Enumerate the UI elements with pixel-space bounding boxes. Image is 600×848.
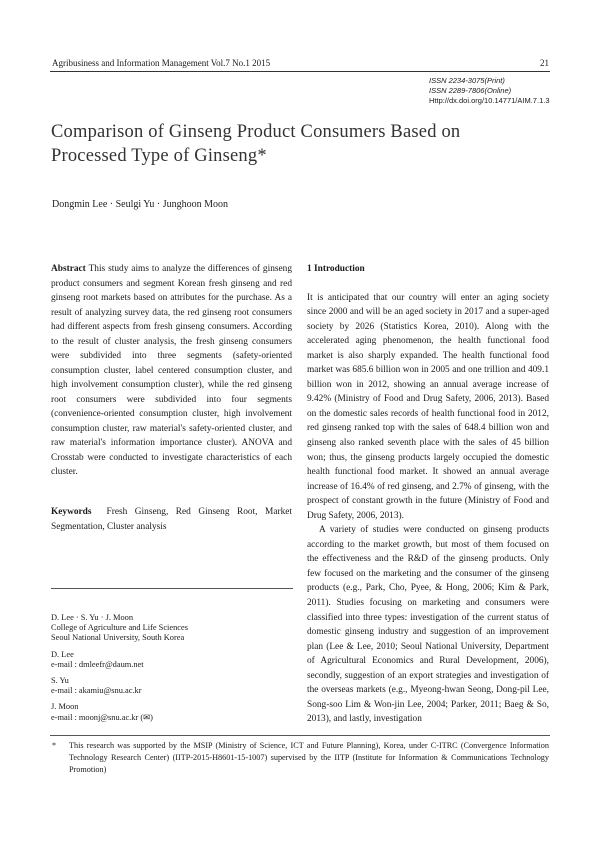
affiliation-college: College of Agriculture and Life Sciences [51,623,188,633]
page-number: 21 [540,58,549,68]
abstract-section [51,262,292,480]
section-heading: 1 Introduction [307,264,365,274]
contact-email[interactable]: e-mail : dmleefr@daum.net [51,659,144,669]
footnote-mark: * [52,741,57,750]
affiliation-names: D. Lee · S. Yu · J. Moon [51,613,134,622]
issn-block [429,76,550,106]
keywords-section [51,505,292,534]
title-line-2: Processed Type of Ginseng* [51,146,267,166]
contact-email[interactable]: e-mail : akamiu@snu.ac.kr [51,686,142,696]
keywords-text: Fresh Ginseng, Red Ginseng Root, Market Segmentation, Cluster analysis [51,507,293,532]
abstract-label: Abstract [51,264,86,274]
paper-title [51,120,551,168]
doi-link[interactable]: Http://dx.doi.org/10.14771/AIM.7.1.3 [429,96,550,105]
affiliation-divider [51,588,293,589]
contact-name: S. Yu [51,676,69,686]
running-header [52,58,549,68]
title-line-1: Comparison of Ginseng Product Consumers Based on [51,122,461,142]
contact-name: D. Lee [51,649,74,659]
footnote-text: This research was supported by the MSIP (Ministry of Science, ICT and Future Planning), Korea, under C-ITRC (Convergence Information Technology Research Center) (IITP-2015-H8601-15-1007) supervised by the IITP (Institute for Information & Communications Technology Promotion) [69,741,549,774]
journal-name: Agribusiness and Information Management Vol.7 No.1 2015 [52,58,271,68]
abstract-text: This study aims to analyze the differences of ginseng product consumers and segment Korean fresh ginseng and red ginseng root markets based on attributes for the purchase. As a result of analyzing survey data, the red ginseng root consumers had different aspects from fresh ginseng consumers. According to the result of cluster analysis, the fresh ginseng consumers were subdivided into three segments (safety-oriented consumption cluster, label centered consumption cluster, and high involvement consumption cluster), while the red ginseng root consumers were subdivided into four segments (convenience-oriented consumption cluster, high involvement consumption cluster, raw material's safety-oriented cluster, and raw material's information importance cluster). ANOVA and Crosstab were conducted to investigate characteristics of each cluster. [51,264,292,477]
introduction-section [307,262,549,727]
contact-name: J. Moon [51,702,79,712]
affiliation-university: Seoul National University, South Korea [51,633,185,643]
intro-paragraph-2: A variety of studies were conducted on ginseng products according to the market growth, but most of them focused on the effectiveness and the R&D of the ginseng products. Only few focused on the marketing and the consumer of the ginseng products (e.g., Park, Cho, Pyee, & Hong, 2006; Kim & Park, 2011). Studies focusing on marketing and consumers were classified into three types: investigation of the current status of domestic ginseng industry and suggestion of an improvement plan (Lee & Lee, 2010; Seoul National University, Department of Agricultural Economics and Rural Development, 2006), secondly, suggestion of an export strategies and investigation of the overseas markets (e.g., Myeong-hwan Seong, Dong-pil Lee, Song-soo Lim & Won-jin Lee, 2004; Parker, 2011; Baeg & So, 2013), and lastly, investigation [307,525,549,725]
footnote [52,740,549,776]
contact-email[interactable]: e-mail : moonj@snu.ac.kr (✉) [51,712,153,722]
keywords-label: Keywords [51,507,92,517]
author-list: Dongmin Lee · Seulgi Yu · Junghoon Moon [52,199,229,210]
affiliation-section [51,613,292,729]
intro-paragraph-1: It is anticipated that our country will enter an aging society since 2000 and will be an aged society in 2017 and a super-aged society by 2026 (Statistics Korea, 2010). Along with the accelerated aging phenomenon, the health functional food market is also sharply expanded. The health functional food market was 685.6 billion won in 2005 and one trillion and 409.1 billion won in 2012, showing an annual average increase of 9.42% (Ministry of Food and Drug Safety, 2006, 2013). Based on the domestic sales records of health functional food in 2012, red ginseng ranked top with the sales of 648.4 billion won and ginseng also ranked seventh place with the sales of 45 billion won; thus, the ginseng products largely occupied the domestic health functional food market. It showed an annual average increase of 16.4% of red ginseng, and 2.7% of ginseng, with the prospect of constant growth in the future (Ministry of Food and Drug Safety, 2006, 2013). [307,292,549,521]
issn-print: ISSN 2234-3075(Print) [429,76,505,85]
issn-online: ISSN 2289-7806(Online) [429,86,512,95]
header-divider [50,71,550,72]
footnote-divider [50,735,550,736]
